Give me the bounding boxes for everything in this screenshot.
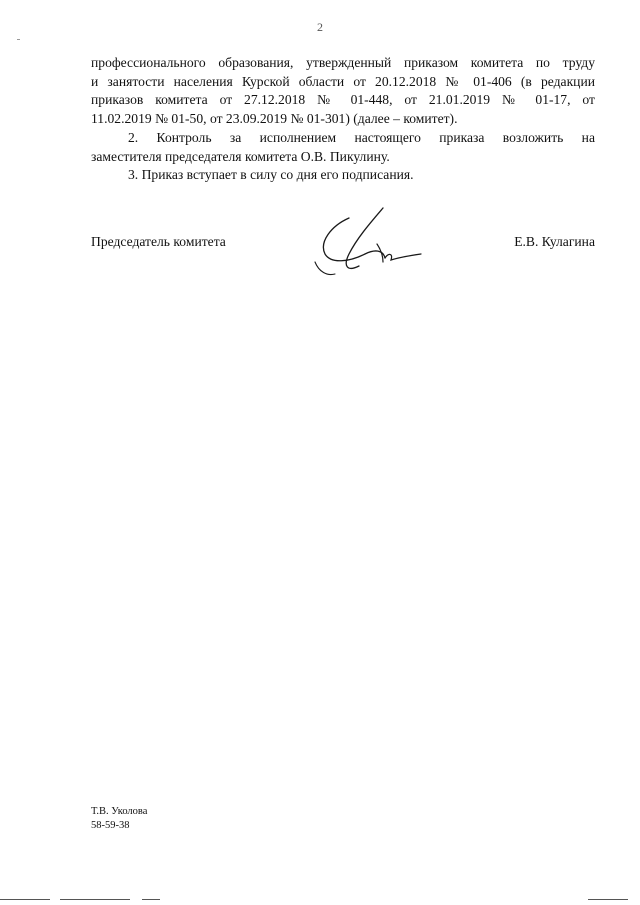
paragraph-3 <box>91 166 595 185</box>
paragraph-2 <box>91 129 595 166</box>
document-body <box>91 54 595 185</box>
paragraph-1 <box>91 54 595 129</box>
text-line: заместителя председателя комитета О.В. Пикулину. <box>91 148 390 164</box>
scan-artifact <box>588 899 628 900</box>
scan-artifact <box>17 39 20 40</box>
executor-phone: 58-59-38 <box>91 820 130 831</box>
text-line: 11.02.2019 № 01-50, от 23.09.2019 № 01-301) (далее – комитет). <box>91 111 458 127</box>
signature-block <box>91 228 595 288</box>
executor-block <box>91 805 147 833</box>
text-line: и занятости населения Курской области от 20.12.2018 № 01-406 (в редакции <box>91 73 595 89</box>
signatory-name: Е.В. Кулагина <box>514 234 595 249</box>
handwritten-signature <box>313 204 428 282</box>
text-line: 2. Контроль за исполнением настоящего приказа возложить на <box>128 129 595 145</box>
text-line: 3. Приказ вступает в силу со дня его подписания. <box>128 167 414 183</box>
signatory-title: Председатель комитета <box>91 234 226 249</box>
scan-artifact <box>142 899 160 900</box>
executor-name: Т.В. Уколова <box>91 806 148 817</box>
text-line: профессионального образования, утвержденный приказом комитета по труду <box>91 55 595 70</box>
scan-artifact <box>60 899 130 900</box>
text-line: приказов комитета от 27.12.2018 № 01-448, от 21.01.2019 № 01-17, от <box>91 92 595 108</box>
scan-artifact <box>0 899 50 900</box>
page-number: 2 <box>317 20 323 34</box>
